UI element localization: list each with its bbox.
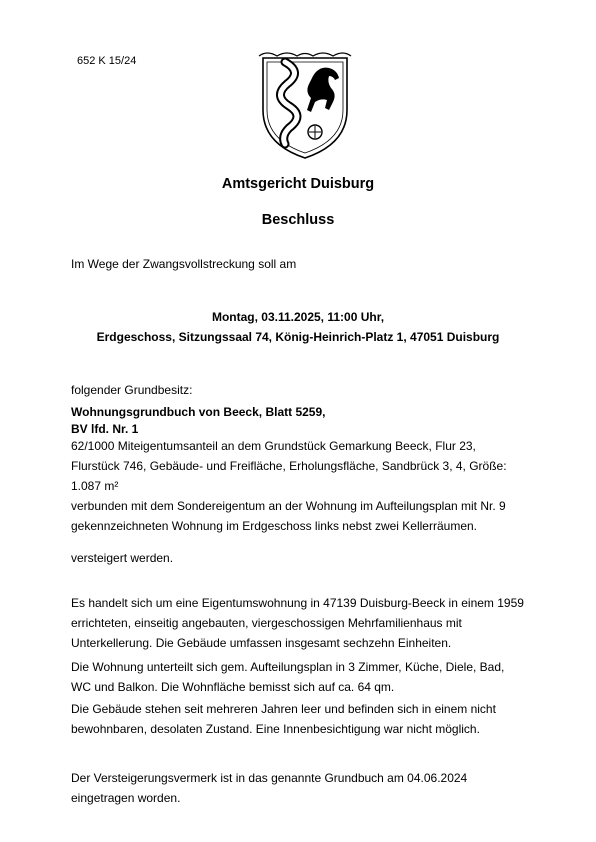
case-number: 652 K 15/24: [77, 55, 137, 67]
paragraph-line: Der Versteigerungsvermerk ist in das genannte Grundbuch am 04.06.2024: [71, 771, 468, 785]
paragraph-line: Die Wohnung unterteilt sich gem. Aufteilungsplan in 3 Zimmer, Küche, Diele, Bad,: [71, 660, 505, 674]
intro-text: Im Wege der Zwangsvollstreckung soll am: [71, 257, 297, 271]
description-line: Flurstück 746, Gebäude- und Freifläche, Erholungsfläche, Sandbrück 3, 4, Größe:: [71, 459, 507, 473]
paragraph-line: Die Gebäude stehen seit mehreren Jahren leer und befinden sich in einem nicht: [71, 702, 496, 716]
paragraph-line: bewohnbaren, desolaten Zustand. Eine Innenbesichtigung war nicht möglich.: [71, 722, 480, 736]
paragraph-condition: [71, 699, 531, 739]
paragraph-apartment: [71, 657, 531, 697]
property-description: [71, 436, 531, 536]
description-line: 1.087 m²: [71, 479, 119, 493]
description-line: 62/1000 Miteigentumsanteil an dem Grundstück Gemarkung Beeck, Flur 23,: [71, 439, 476, 453]
auction-location: Erdgeschoss, Sitzungssaal 74, König-Heinrich-Platz 1, 47051 Duisburg: [96, 330, 500, 344]
paragraph-registration: [71, 768, 531, 808]
document-title: Beschluss: [261, 212, 335, 228]
paragraph-line: WC und Balkon. Die Wohnfläche bemisst sich auf ca. 64 qm.: [71, 680, 395, 694]
paragraph-line: Unterkellerung. Die Gebäude umfassen insgesamt sechzehn Einheiten.: [71, 636, 452, 650]
bv-number: BV lfd. Nr. 1: [71, 422, 139, 436]
property-intro: folgender Grundbesitz:: [71, 383, 193, 397]
description-line: gekennzeichneten Wohnung im Erdgeschoss links nebst zwei Kellerräumen.: [71, 519, 478, 533]
court-name: Amtsgericht Duisburg: [221, 176, 375, 192]
land-register: Wohnungsgrundbuch von Beeck, Blatt 5259,: [71, 405, 326, 419]
paragraph-line: errichteten, einseitig angebauten, viergeschossigen Mehrfamilienhaus mit: [71, 616, 462, 630]
coat-of-arms-icon: [255, 48, 355, 163]
paragraph-line: eingetragen worden.: [71, 791, 181, 805]
paragraph-line: Es handelt sich um eine Eigentumswohnung in 47139 Duisburg-Beeck in einem 1959: [71, 596, 524, 610]
auction-date: Montag, 03.11.2025, 11:00 Uhr,: [211, 310, 385, 324]
auction-phrase: versteigert werden.: [71, 551, 174, 565]
paragraph-building: [71, 593, 531, 653]
description-line: verbunden mit dem Sondereigentum an der Wohnung im Aufteilungsplan mit Nr. 9: [71, 499, 506, 513]
